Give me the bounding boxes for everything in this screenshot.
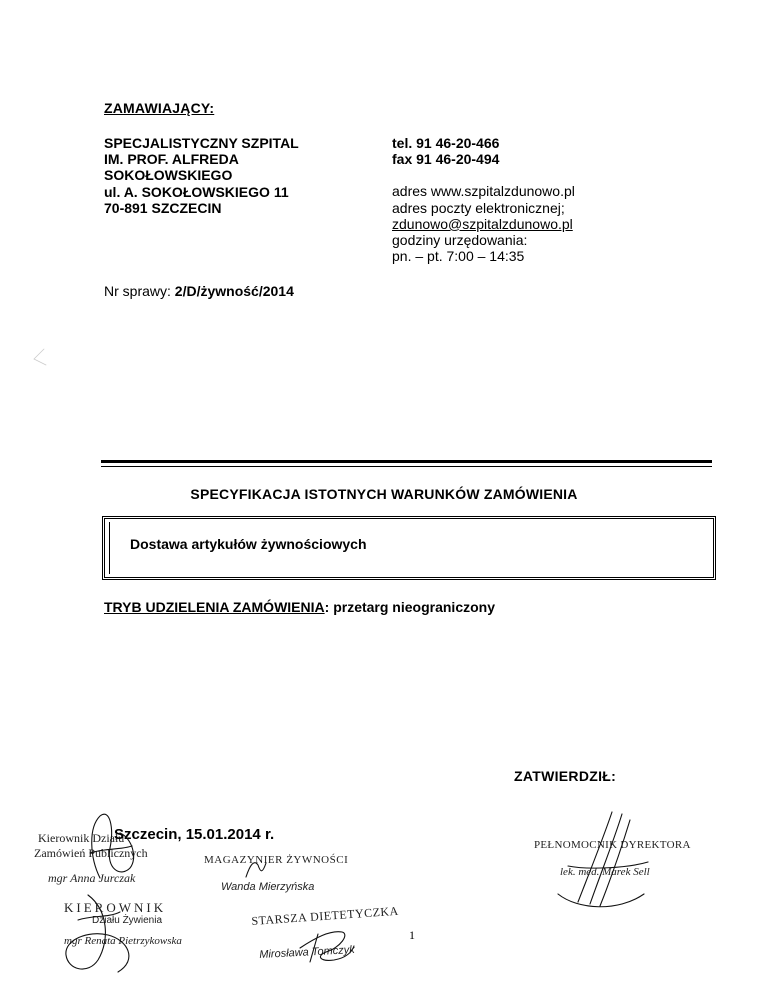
procedure-line — [104, 599, 495, 615]
email-label: adres poczty elektronicznej; — [392, 199, 565, 216]
hospital-name-line: SOKOŁOWSKIEGO — [104, 167, 233, 184]
spacer — [392, 167, 575, 183]
procurement-stamp-line1: Kierownik Działu — [38, 831, 125, 845]
place-and-date: Szczecin, 15.01.2014 r. — [114, 826, 275, 843]
procedure-type: przetarg nieograniczony — [333, 599, 495, 615]
signature-dietitian — [290, 918, 360, 968]
signature-director — [548, 806, 668, 916]
director-stamp-title: PEŁNOMOCNIK DYREKTORA — [534, 839, 691, 851]
procurement-stamp-line2: Zamówień Publicznych — [34, 846, 148, 860]
signature-procurement — [70, 808, 150, 888]
procedure-separator: : — [324, 599, 334, 615]
procurement-stamp-person: mgr Anna Jurczak — [48, 871, 136, 885]
warehouse-stamp-title: MAGAZYNIER ŻYWNOŚCI — [204, 854, 349, 866]
divider-thin — [101, 466, 712, 467]
hospital-name-line: SPECJALISTYCZNY SZPITAL — [104, 135, 299, 151]
catering-stamp-title: KIEROWNIK — [64, 900, 167, 915]
dietitian-stamp-title: STARSZA DIETETYCZKA — [251, 903, 400, 928]
signature-warehouse — [240, 855, 280, 885]
office-hours-label: godziny urzędowania: — [392, 232, 528, 249]
hospital-name-line: IM. PROF. ALFREDA — [104, 151, 239, 168]
hospital-street: ul. A. SOKOŁOWSKIEGO 11 — [104, 183, 289, 200]
case-number-label: Nr sprawy: — [104, 283, 175, 299]
catering-stamp-unit: Działu Żywienia — [92, 915, 163, 926]
phone-number: tel. 91 46-20-466 — [392, 135, 500, 151]
box-inner-border — [109, 522, 110, 574]
hospital-city: 70-891 SZCZECIN — [104, 199, 222, 216]
page-number: 1 — [409, 928, 415, 942]
warehouse-stamp-person: Wanda Mierzyńska — [221, 881, 315, 893]
dietitian-stamp-person: Mirosława Tomczyk — [259, 943, 356, 961]
hospital-address — [104, 135, 299, 216]
procedure-label: TRYB UDZIELENIA ZAMÓWIENIA — [104, 599, 325, 615]
scan-mark — [30, 345, 70, 375]
fax-number: fax 91 46-20-494 — [392, 151, 500, 168]
email-link[interactable]: zdunowo@szpitalzdunowo.pl — [392, 215, 573, 232]
catering-stamp-person: mgr Renata Pietrzykowska — [64, 935, 182, 947]
signature-catering — [48, 890, 158, 980]
hospital-contact — [392, 135, 575, 264]
case-number: 2/D/żywność/2014 — [174, 283, 294, 299]
order-subject: Dostawa artykułów żywnościowych — [130, 536, 367, 552]
director-stamp-person: lek. med. Marek Sell — [560, 866, 650, 878]
specification-title: SPECYFIKACJA ISTOTNYCH WARUNKÓW ZAMÓWIENIA — [190, 486, 578, 502]
ordering-party-label: ZAMAWIAJĄCY: — [104, 100, 215, 116]
website: adres www.szpitalzdunowo.pl — [392, 183, 575, 200]
office-hours: pn. – pt. 7:00 – 14:35 — [392, 248, 525, 265]
case-number-line — [104, 283, 294, 299]
divider-thick — [101, 460, 712, 463]
approved-label: ZATWIERDZIŁ: — [514, 768, 617, 784]
